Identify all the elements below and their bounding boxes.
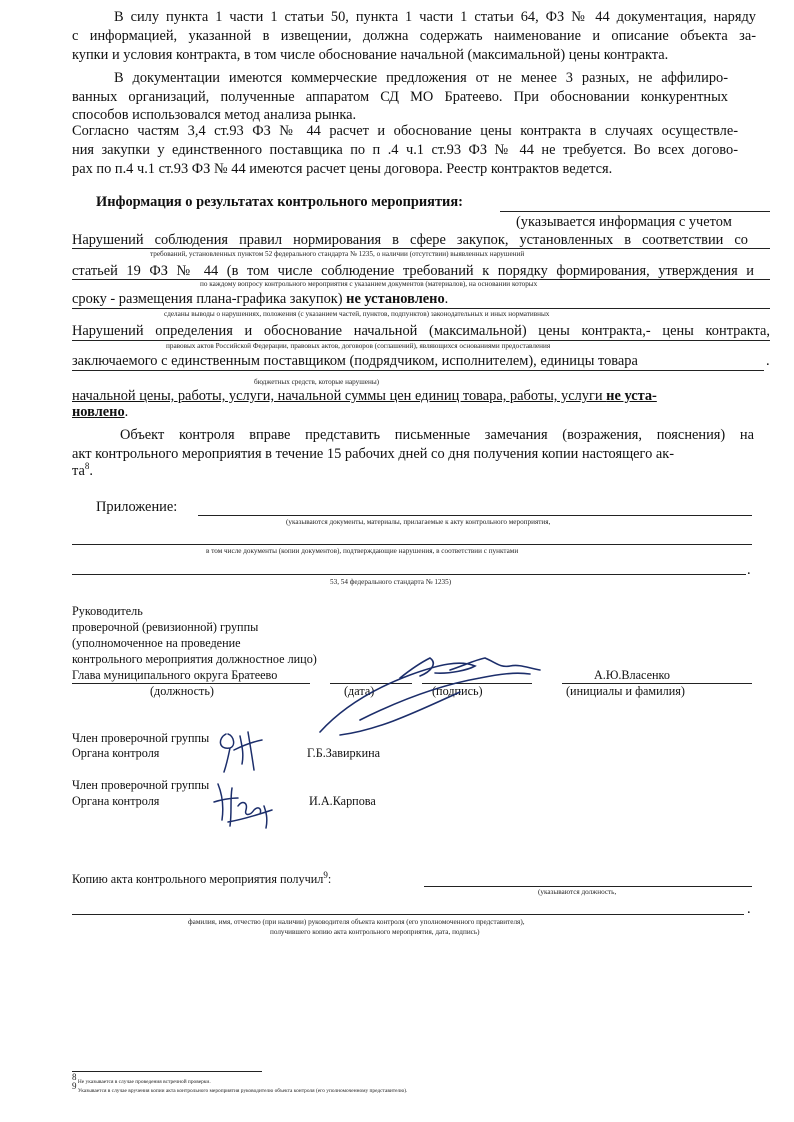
hint-line-1: требований, установленных пунктом 52 федерального стандарта № 1235, о наличии (отсутствии) выявленных нарушений xyxy=(150,250,525,258)
footnote-9-mark: 9 xyxy=(72,1081,77,1091)
hint-line-2: по каждому вопросу контрольного мероприятия с указанием документов (материалов), на основании которых xyxy=(200,280,538,288)
footnote-9-text: Указывается в случае вручения копии акта контрольного мероприятия руководителю объекта контроля (его уполномоченному представителю). xyxy=(77,1087,408,1094)
copy-underline-1 xyxy=(424,886,752,887)
member1-title-line-1: Член проверочной группы xyxy=(72,731,210,745)
result-line-3-text: сроку - размещения плана-графика закупок) xyxy=(72,291,347,307)
info-heading: Информация о результатах контрольного мероприятия: xyxy=(96,194,463,210)
head-position: Глава муниципального округа Братеево xyxy=(72,668,278,682)
hint-line-4: правовых актов Российской Федерации, правовых актов, договоров (соглашений), являющихся основаниями предоставления xyxy=(166,342,551,350)
copy-hint-1: (указываются должность, xyxy=(538,888,617,896)
paragraph-1-line-3: купки и условия контракта, в том числе обоснование начальной (максимальной) цены контракта. xyxy=(72,47,669,63)
result-line-3 xyxy=(72,290,448,309)
objection-end-text: та xyxy=(72,463,85,479)
caption-position: (должность) xyxy=(150,684,214,698)
footnote-8-text: Не указывается в случае проведения встречной проверки. xyxy=(77,1078,211,1085)
footnote-separator xyxy=(72,1071,262,1072)
head-name: А.Ю.Власенко xyxy=(594,668,670,682)
result-underline-1 xyxy=(72,248,770,249)
info-hint: (указывается информация с учетом xyxy=(516,214,732,230)
paragraph-2-line-2: ванных организаций, полученные аппаратом СД МО Братеево. При обосновании конкурентных xyxy=(72,89,728,105)
paragraph-2-line-1: В документации имеются коммерческие предложения от не менее 3 разных, не аффилиро- xyxy=(114,70,728,86)
result-line-4: Нарушений определения и обоснование начальной (максимальной) цены контракта,- цены контракта, xyxy=(72,323,770,339)
result-line-7-period: . xyxy=(124,404,129,420)
footnote-ref-8: 8 xyxy=(84,461,90,472)
objection-line-3 xyxy=(72,462,93,481)
copy-hint-2: фамилия, имя, отчество (при наличии) руководителя объекта контроля (его уполномоченного представителя), xyxy=(188,918,525,926)
member2-title-line-2: Органа контроля xyxy=(72,794,160,808)
not-established-1: не установлено xyxy=(346,291,445,307)
member1-title-line-2: Органа контроля xyxy=(72,746,160,760)
member2-name: И.А.Карпова xyxy=(309,794,376,808)
hint-line-3: сделаны выводы о нарушениях, положения (с указанием частей, пунктов, подпунктов) законодательных и иных нормативных xyxy=(164,310,550,318)
copy-received-label xyxy=(72,869,332,887)
info-heading-underline xyxy=(500,211,770,212)
member1-name: Г.Б.Завиркина xyxy=(307,746,381,760)
result-line-6-text: начальной цены, работы, услуги, начальной суммы цен единиц товара, работы, услуги xyxy=(72,388,607,404)
footnote-ref-9: 9 xyxy=(323,869,328,880)
attachment-hint-3: 53, 54 федерального стандарта № 1235) xyxy=(330,578,452,586)
attachment-underline-1 xyxy=(198,515,752,516)
result-line-2: статьей 19 ФЗ № 44 (в том числе соблюдение требований к порядку формирования, утверждения и xyxy=(72,263,754,279)
caption-signature: (подпись) xyxy=(432,684,483,698)
result-line-5: заключаемого с единственным поставщиком (подрядчиком, исполнителем), единицы товара xyxy=(72,353,638,369)
attachment-underline-3 xyxy=(72,574,746,575)
head-signature-image xyxy=(300,640,560,740)
result-line-1: Нарушений соблюдения правил нормирования в сфере закупок, установленных в соответствии со xyxy=(72,232,748,248)
objection-end-period: . xyxy=(89,463,93,479)
caption-initials: (инициалы и фамилия) xyxy=(566,684,685,698)
hint-line-5: бюджетных средств, которые нарушены) xyxy=(254,378,380,386)
copy-received-colon: : xyxy=(327,872,332,886)
attachment-period: . xyxy=(747,562,751,578)
copy-period: . xyxy=(747,901,751,917)
objection-line-1: Объект контроля вправе представить письменные замечания (возражения, пояснения) на xyxy=(120,427,754,443)
member2-title-line-1: Член проверочной группы xyxy=(72,778,210,792)
paragraph-3-line-2: ния закупки у единственного поставщика по п .4 ч.1 ст.93 ФЗ № 44 не требуется. Во всех догово- xyxy=(72,142,738,158)
copy-underline-2 xyxy=(72,914,744,915)
result-underline-4 xyxy=(72,340,770,341)
attachment-underline-2 xyxy=(72,544,752,545)
attachment-label: Приложение: xyxy=(96,499,178,515)
attachment-hint-2: в том числе документы (копии документов), подтверждающие нарушения, в соответствии с пунктами xyxy=(206,547,519,555)
paragraph-1-line-2: с информацией, указанной в извещении, должна содержать наименование и описание объекта за- xyxy=(72,28,756,44)
head-title-line-4: контрольного мероприятия должностное лицо) xyxy=(72,652,317,666)
result-line-6 xyxy=(72,387,657,406)
result-underline-3 xyxy=(72,308,770,309)
caption-date: (дата) xyxy=(344,684,375,698)
paragraph-1-line-1: В силу пункта 1 части 1 статьи 50, пункта 1 части 1 статьи 64, ФЗ № 44 документация, наряду xyxy=(114,9,756,25)
attachment-hint-1: (указываются документы, материалы, прилагаемые к акту контрольного мероприятия, xyxy=(286,518,551,526)
result-line-7 xyxy=(72,403,128,422)
member1-signature-image xyxy=(212,724,272,776)
paragraph-3-line-3: рах по п.4 ч.1 ст.93 ФЗ № 44 имеются расчет цены договора. Реестр контрактов ведется. xyxy=(72,161,613,177)
footnote-8-mark: 8 xyxy=(72,1072,77,1082)
not-established-2a: не уста- xyxy=(606,388,657,404)
head-title-line-3: (уполномоченное на проведение xyxy=(72,636,241,650)
paragraph-2-line-3: способов использовался метод анализа рынка. xyxy=(72,107,357,123)
result-line-3-period: . xyxy=(444,291,449,307)
objection-line-2 xyxy=(72,445,674,464)
copy-hint-3: получившего копию акта контрольного мероприятия, дата, подпись) xyxy=(270,928,480,936)
objection-line-2-text: акт контрольного мероприятия в течение 15 рабочих дней со дня получения копии настоящего ак- xyxy=(72,446,675,462)
result-line-5-period: . xyxy=(766,353,770,369)
head-title-line-2: проверочной (ревизионной) группы xyxy=(72,620,259,634)
paragraph-3-line-1: Согласно частям 3,4 ст.93 ФЗ № 44 расчет и обоснование цены контракта в случаях осуществле- xyxy=(72,123,738,139)
result-underline-5 xyxy=(72,370,764,371)
member2-signature-image xyxy=(210,776,280,832)
head-title-line-1: Руководитель xyxy=(72,604,143,618)
footnote-8 xyxy=(72,1072,211,1086)
not-established-2b: новлено xyxy=(72,404,125,420)
copy-received-text: Копию акта контрольного мероприятия получил xyxy=(72,872,324,886)
